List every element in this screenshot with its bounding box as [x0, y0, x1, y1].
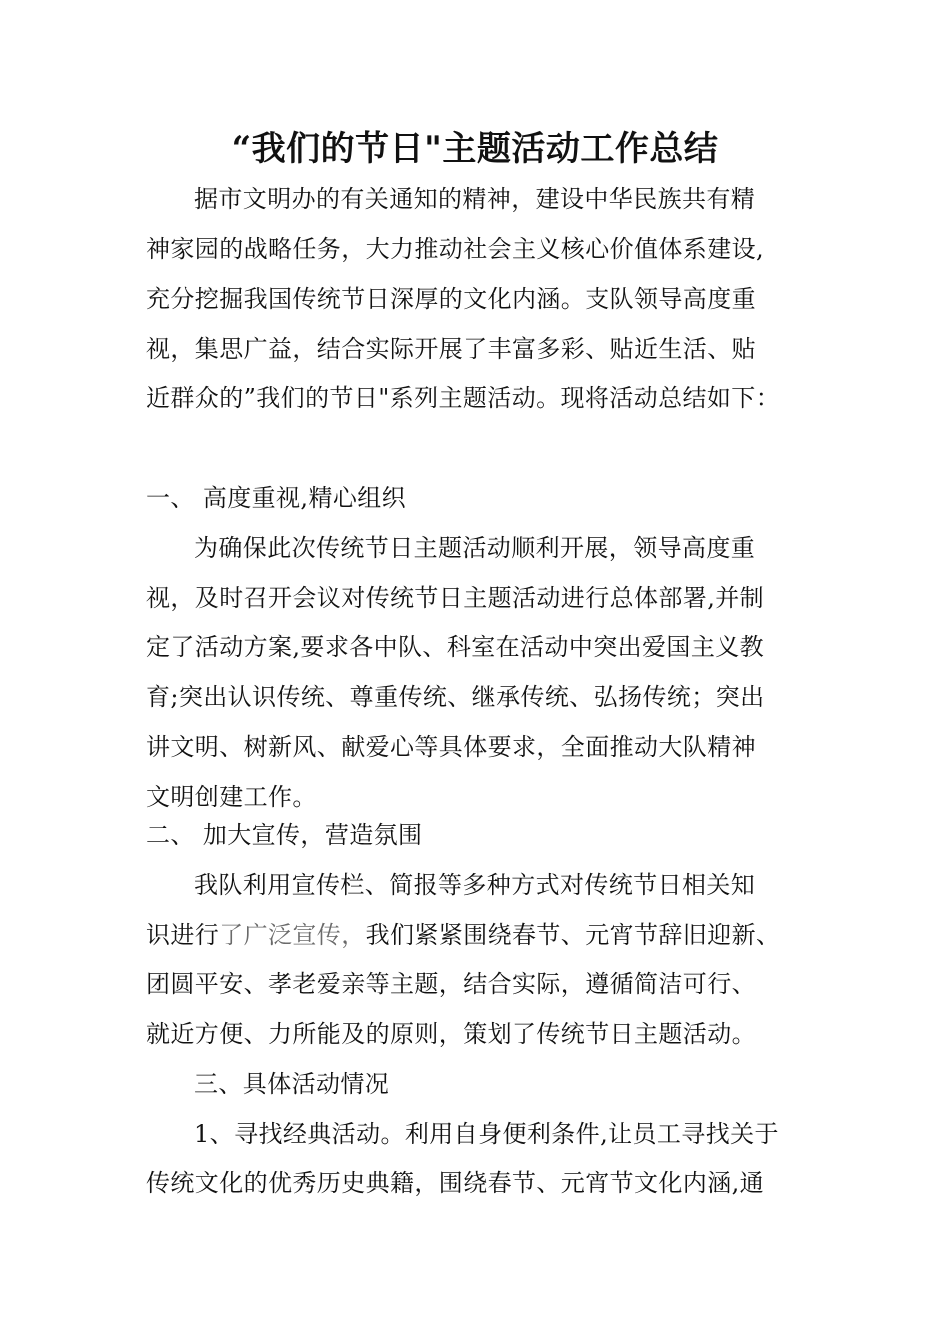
section-2-heading: 二、 加大宣传，营造氛围	[146, 821, 423, 849]
intro-line-3: 充分挖掘我国传统节日深厚的文化内涵。支队领导高度重	[146, 285, 756, 313]
section-3-line-1: 1、寻找经典活动。利用自身便利条件,让员工寻找关于	[194, 1120, 779, 1148]
section-1-heading: 一、 高度重视,精心组织	[146, 484, 407, 512]
section-1-line-5: 讲文明、树新风、献爱心等具体要求，全面推动大队精神	[146, 733, 756, 761]
intro-line-5: 近群众的”我们的节日"系列主题活动。现将活动总结如下：	[146, 384, 781, 412]
section-1-line-6: 文明创建工作。	[146, 783, 317, 811]
section-1-line-1: 为确保此次传统节日主题活动顺利开展，领导高度重	[194, 534, 756, 562]
intro-line-1: 据市文明办的有关通知的精神，建设中华民族共有精	[194, 185, 756, 213]
section-2-faded-text: 了广泛宣传，	[219, 921, 366, 949]
section-3-line-2: 传统文化的优秀历史典籍，围绕春节、元宵节文化内涵,通	[146, 1169, 765, 1197]
section-2-line-4: 就近方便、力所能及的原则，策划了传统节日主题活动。	[146, 1020, 756, 1048]
document-title: “我们的节日"主题活动工作总结	[231, 129, 719, 169]
section-1-line-3: 定了活动方案,要求各中队、科室在活动中突出爱国主义教	[146, 633, 765, 661]
section-2-line-1: 我队利用宣传栏、简报等多种方式对传统节日相关知	[194, 871, 756, 899]
section-1-line-2: 视，及时召开会议对传统节日主题活动进行总体部署,并制	[146, 584, 765, 612]
section-3-heading: 三、具体活动情况	[194, 1070, 390, 1098]
intro-line-4: 视，集思广益，结合实际开展了丰富多彩、贴近生活、贴	[146, 335, 756, 363]
intro-line-2: 神家园的战略任务，大力推动社会主义核心价值体系建设,	[146, 235, 765, 263]
section-2-line-2-start: 识进行	[146, 921, 220, 949]
section-2-line-2	[146, 920, 846, 950]
section-1-line-4: 育;突出认识传统、尊重传统、继承传统、弘扬传统；突出	[146, 683, 765, 711]
section-2-line-2-end: 我们紧紧围绕春节、元宵节辞旧迎新、	[365, 921, 781, 949]
section-2-line-3: 团圆平安、孝老爱亲等主题，结合实际，遵循简洁可行、	[146, 970, 756, 998]
